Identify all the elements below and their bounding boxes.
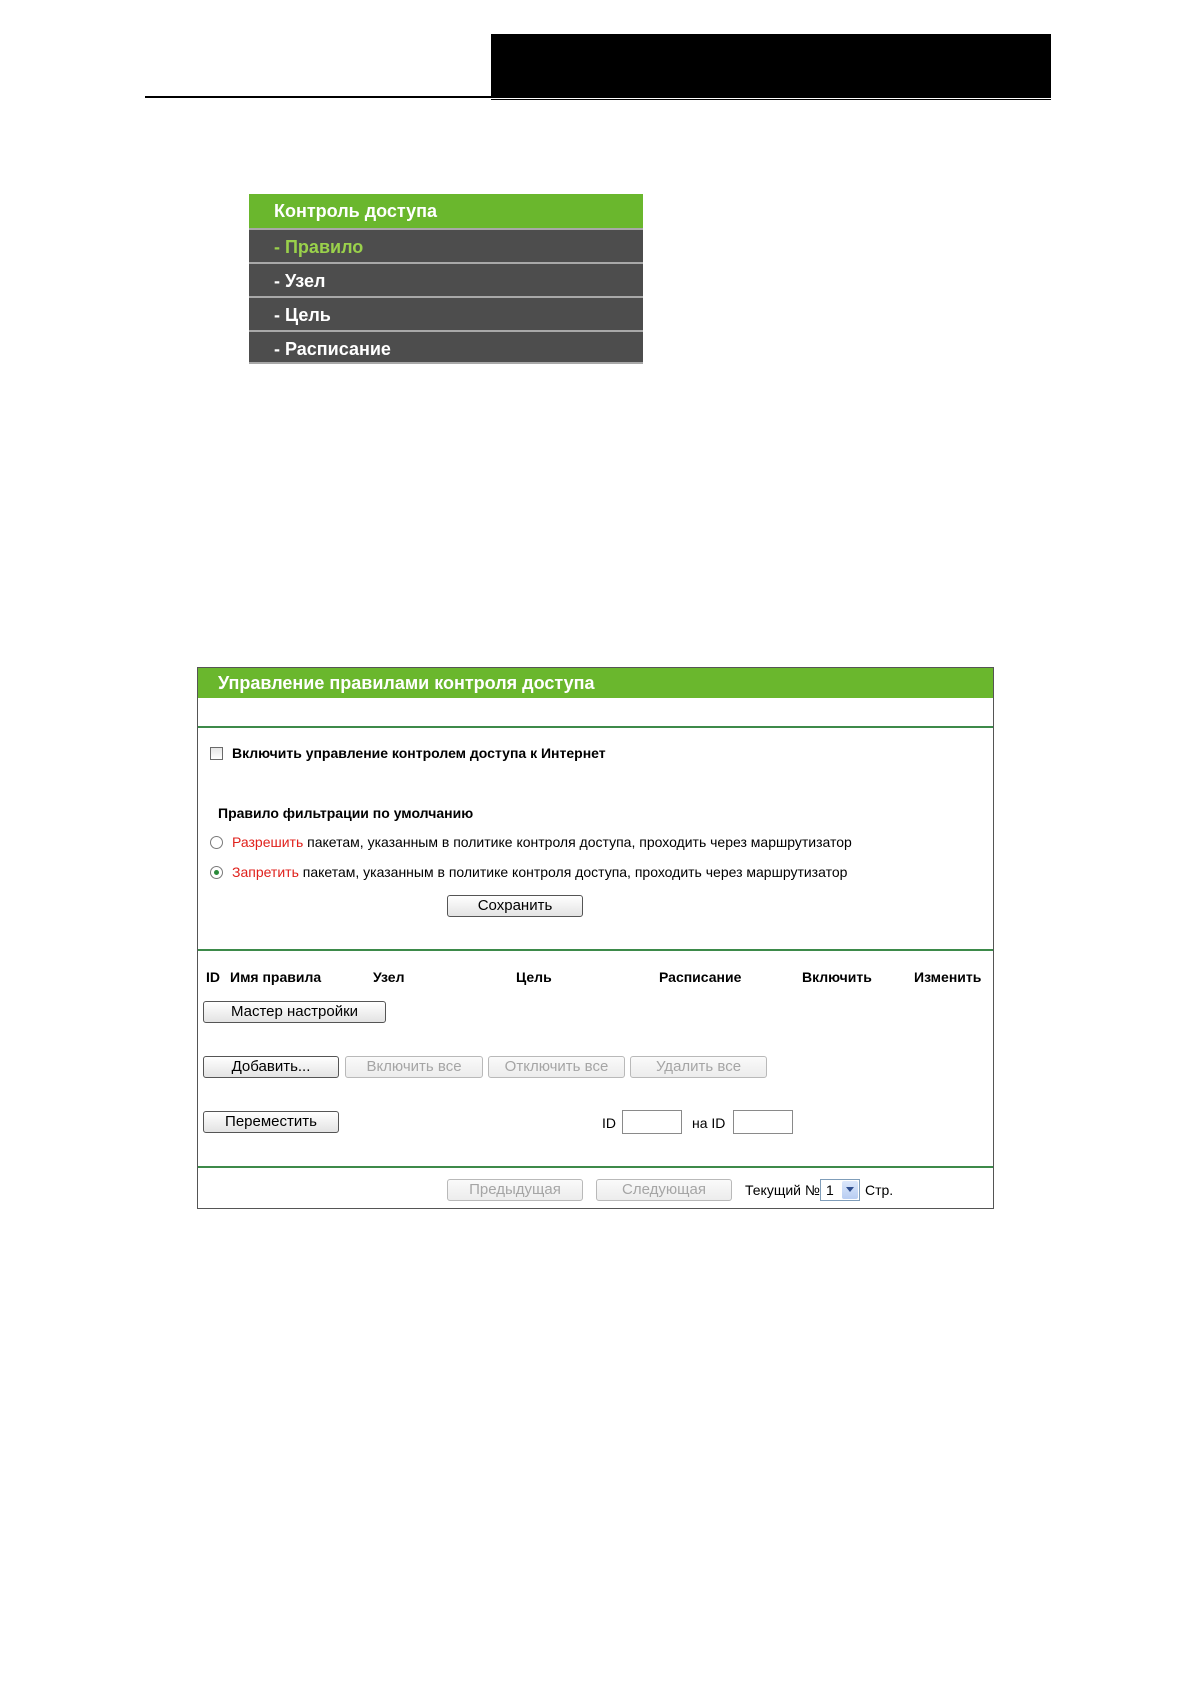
disable-all-button[interactable]: Отключить все [488, 1056, 625, 1078]
header-black-bar [491, 34, 1051, 96]
divider [198, 726, 993, 728]
setup-wizard-button[interactable]: Мастер настройки [203, 1001, 386, 1023]
allow-radio[interactable] [210, 836, 223, 849]
move-button[interactable]: Переместить [203, 1111, 339, 1133]
access-rules-panel [197, 667, 994, 1209]
col-header-edit: Изменить [914, 969, 982, 985]
col-header-id: ID [206, 969, 220, 985]
next-page-button[interactable]: Следующая [596, 1179, 732, 1201]
deny-option-text [232, 864, 847, 880]
delete-all-button[interactable]: Удалить все [630, 1056, 767, 1078]
enable-access-control-checkbox[interactable] [210, 747, 223, 760]
from-id-input[interactable] [622, 1110, 682, 1134]
previous-page-button[interactable]: Предыдущая [447, 1179, 583, 1201]
default-rule-label: Правило фильтрации по умолчанию [218, 805, 474, 821]
col-header-rule-name: Имя правила [230, 969, 322, 985]
menu-item-schedule[interactable]: - Расписание [249, 330, 643, 364]
col-header-enable: Включить [802, 969, 872, 985]
deny-description: пакетам, указанным в политике контроля доступа, проходить через маршрутизатор [298, 864, 848, 880]
add-button[interactable]: Добавить... [203, 1056, 339, 1078]
menu-header[interactable]: Контроль доступа [249, 194, 643, 228]
chevron-down-icon [842, 1181, 858, 1199]
allow-description: пакетам, указанным в политике контроля доступа, проходить через маршрутизатор [303, 834, 852, 850]
enable-all-button[interactable]: Включить все [345, 1056, 483, 1078]
divider [198, 949, 993, 951]
page-select-value: 1 [826, 1182, 834, 1198]
allow-option-text [232, 834, 852, 850]
deny-keyword: Запретить [232, 864, 299, 880]
enable-access-control-label: Включить управление контролем доступа к Интернет [232, 745, 606, 761]
page-suffix: Стр. [865, 1182, 894, 1198]
deny-radio[interactable] [210, 866, 223, 879]
save-button[interactable]: Сохранить [447, 895, 583, 917]
col-header-schedule: Расписание [659, 969, 742, 985]
col-header-host: Узел [373, 969, 405, 985]
id-label: ID [602, 1115, 616, 1131]
allow-keyword: Разрешить [232, 834, 304, 850]
page-select[interactable] [820, 1179, 860, 1201]
access-control-menu [249, 194, 643, 364]
to-id-label: на ID [692, 1115, 726, 1131]
col-header-target: Цель [516, 969, 552, 985]
header-rule [145, 96, 1051, 98]
panel-title: Управление правилами контроля доступа [198, 668, 993, 698]
menu-item-host[interactable]: - Узел [249, 262, 643, 296]
menu-item-rule[interactable]: - Правило [249, 228, 643, 262]
to-id-input[interactable] [733, 1110, 793, 1134]
divider [198, 1166, 993, 1168]
current-page-label: Текущий № [745, 1182, 820, 1198]
header-rule-thin [491, 99, 1051, 100]
menu-item-target[interactable]: - Цель [249, 296, 643, 330]
